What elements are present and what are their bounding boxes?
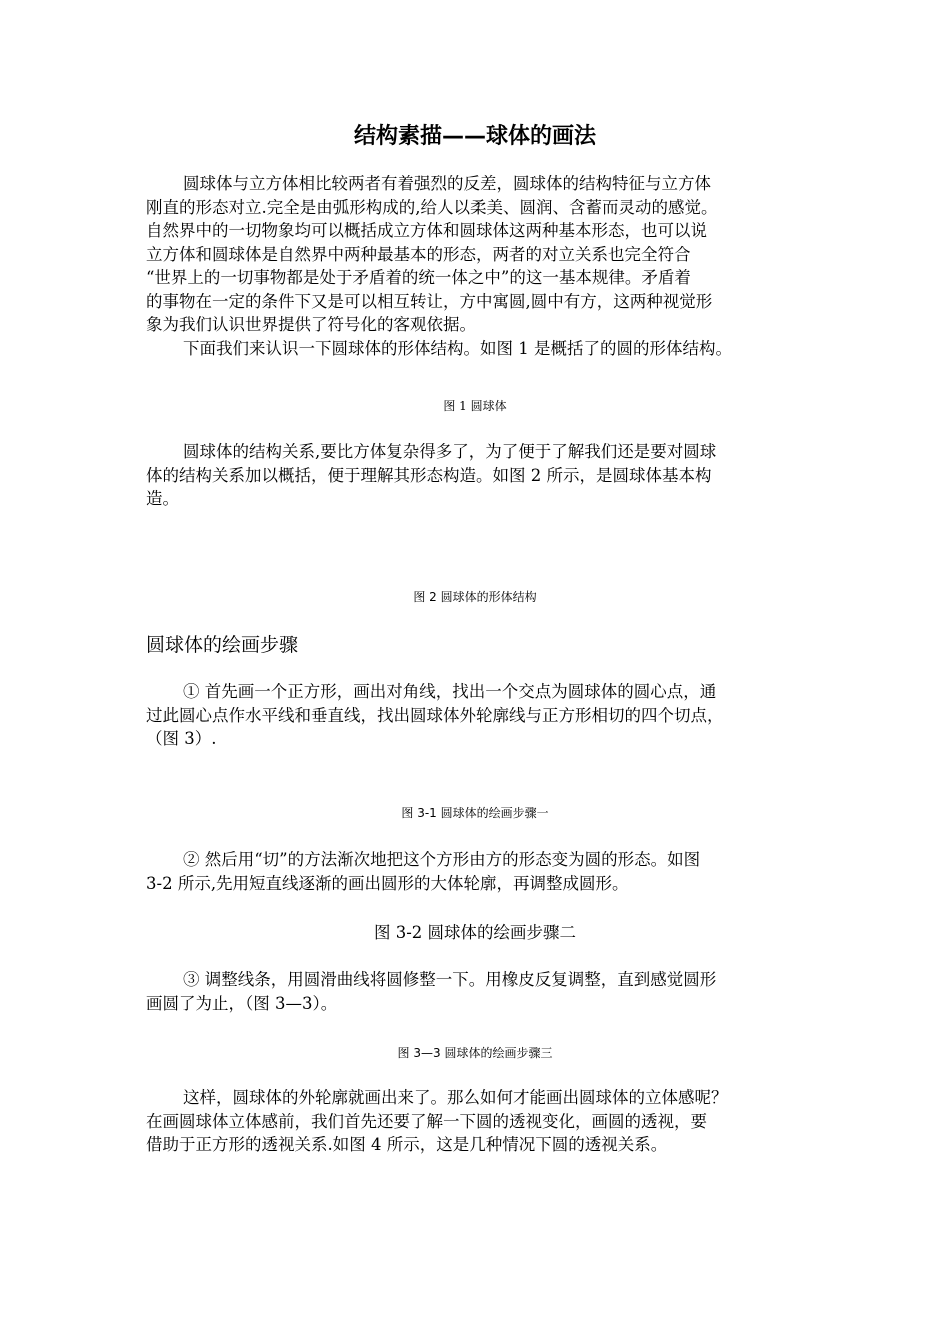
closing-paragraph [146, 1086, 810, 1157]
figure-3-2-caption: 图 3-2 圆球体的绘画步骤二 [373, 923, 577, 942]
figure-3-1-caption: 图 3-1 圆球体的绘画步骤一 [401, 806, 549, 820]
text-line: ③ 调整线条，用圆滑曲线将圆修整一下。用橡皮反复调整，直到感觉圆形 [183, 970, 717, 989]
figure-2-caption: 图 2 圆球体的形体结构 [413, 590, 537, 604]
text-line: 画圆了为止，（图 3—3）。 [146, 993, 338, 1013]
text-line: 这样，圆球体的外轮廓就画出来了。那么如何才能画出圆球体的立体感呢？ [183, 1088, 728, 1107]
text-line: “世界上的一切事物都是处于矛盾着的统一体之中”的这一基本规律。矛盾着 [146, 268, 691, 287]
text-line: ① 首先画一个正方形，画出对角线，找出一个交点为圆球体的圆心点，通 [183, 682, 717, 701]
step-2-paragraph [146, 848, 810, 895]
text-line: 体的结构关系加以概括，便于理解其形态构造。如图 2 所示，是圆球体基本构 [146, 465, 712, 485]
text-line: 借助于正方形的透视关系.如图 4 所示，这是几种情况下圆的透视关系。 [146, 1135, 668, 1154]
step-3-paragraph [146, 968, 810, 1015]
text-line: （图 3）. [146, 729, 217, 748]
text-line: ② 然后用“切”的方法渐次地把这个方形由方的形态变为圆的形态。如图 [183, 850, 701, 869]
intro-paragraph [146, 172, 810, 360]
figure-1-caption: 图 1 圆球体 [443, 399, 507, 413]
figure-3-3-caption: 图 3—3 圆球体的绘画步骤三 [397, 1046, 553, 1060]
text-line: 的事物在一定的条件下又是可以相互转让，方中寓圆,圆中有方，这两种视觉形 [146, 291, 713, 311]
text-line: 3-2 所示,先用短直线逐渐的画出圆形的大体轮廓，再调整成圆形。 [146, 873, 629, 893]
text-line: 过此圆心点作水平线和垂直线，找出圆球体外轮廓线与正方形相切的四个切点， [146, 705, 724, 725]
text-line: 圆球体的结构关系,要比方体复杂得多了，为了便于了解我们还是要对圆球 [183, 442, 717, 461]
text-line: 下面我们来认识一下圆球体的形体结构。如图 1 是概括了的圆的形体结构。 [183, 338, 732, 358]
section-heading: 圆球体的绘画步骤 [146, 634, 299, 656]
text-line: 刚直的形态对立.完全是由弧形构成的,给人以柔美、圆润、含蓄而灵动的感觉。 [146, 197, 718, 217]
document-title: 结构素描——球体的画法 [353, 124, 596, 149]
text-line: 圆球体与立方体相比较两者有着强烈的反差，圆球体的结构特征与立方体 [183, 174, 711, 193]
text-line: 在画圆球体立体感前，我们首先还要了解一下圆的透视变化，画圆的透视，要 [146, 1111, 707, 1131]
structure-paragraph [146, 440, 810, 511]
text-line: 象为我们认识世界提供了符号化的客观依据。 [146, 315, 476, 334]
text-line: 造。 [146, 489, 179, 508]
text-line: 立方体和圆球体是自然界中两种最基本的形态，两者的对立关系也完全符合 [146, 244, 691, 264]
step-1-paragraph [146, 680, 810, 751]
text-line: 自然界中的一切物象均可以概括成立方体和圆球体这两种基本形态，也可以说 [146, 221, 707, 240]
